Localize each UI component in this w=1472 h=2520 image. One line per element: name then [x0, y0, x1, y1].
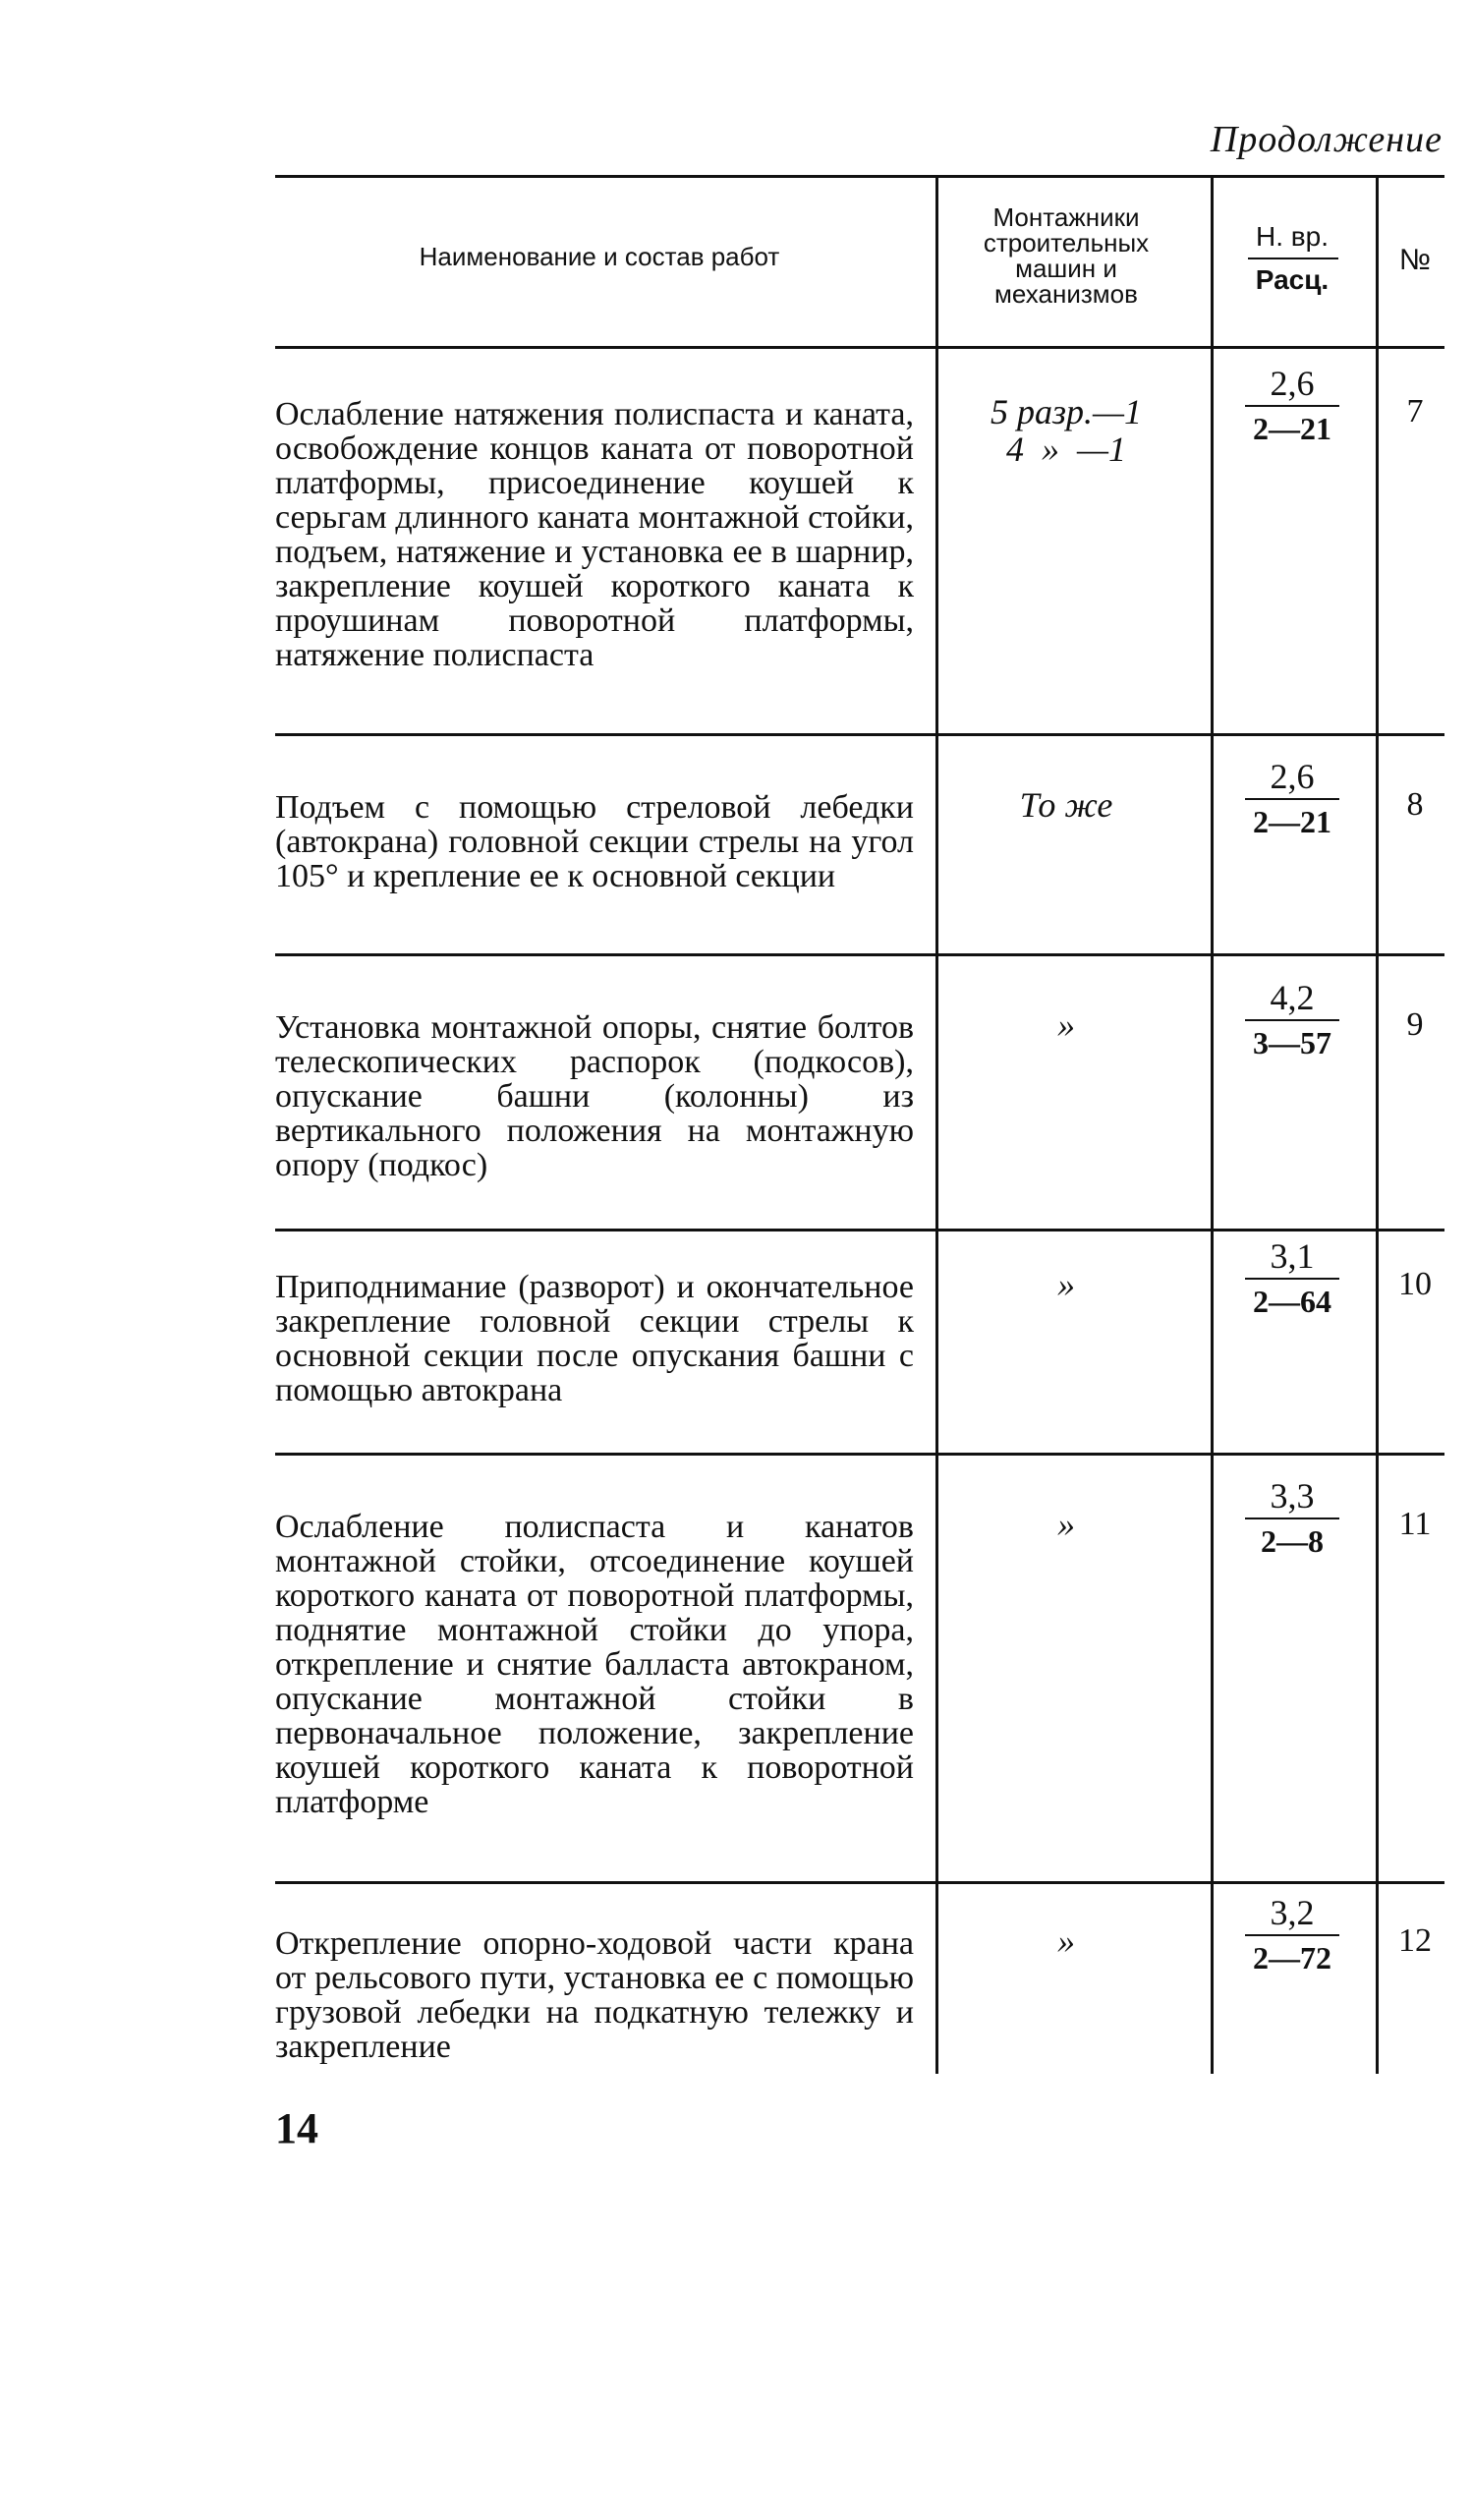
- row-11-bottom-rule: [275, 1881, 1444, 1884]
- row-11-rate: 2—8: [1261, 1523, 1324, 1559]
- header-norm-divider: [1248, 258, 1338, 259]
- header-workers-col: Монтажники строительных машин и механизмов: [983, 202, 1150, 309]
- row-9-description: Установка монтажной опоры, снятие болтов телескопических распорок (подкосов), опускание башни (колонны) из вертикального положения на монтажную опору (подкос): [275, 1009, 914, 1183]
- header-bottom-rule: [275, 346, 1444, 349]
- row-12-number: 12: [1398, 1922, 1432, 1959]
- header-name-col: Наименование и состав работ: [419, 242, 780, 271]
- row-10-rate: 2—64: [1253, 1284, 1331, 1319]
- col-divider-2: [1211, 177, 1214, 2074]
- col-divider-3: [1376, 177, 1379, 2074]
- row-8-fraction-bar: [1245, 798, 1339, 800]
- row-7-norm-time: 2,6: [1270, 364, 1315, 403]
- row-7-workers-text: 5 разр.—1 4 » —1: [990, 392, 1143, 469]
- row-10-workers: »: [1057, 1265, 1075, 1304]
- row-7-rate: 2—21: [1253, 411, 1331, 446]
- row-10-number: 10: [1398, 1266, 1432, 1302]
- row-7-bottom-rule: [275, 733, 1444, 736]
- row-11-fraction-bar: [1245, 1518, 1339, 1519]
- row-10-description: Приподнимание (разворот) и окончательное закрепление головной секции стрелы к основной секции после опускания башни с помощью автокрана: [275, 1269, 914, 1408]
- row-12-norm: [1218, 1893, 1366, 1976]
- row-8-norm: [1218, 757, 1366, 839]
- row-11-norm: [1218, 1476, 1366, 1559]
- row-8-workers: То же: [1019, 785, 1113, 825]
- row-7-norm: [1218, 364, 1366, 446]
- row-12-norm-time: 3,2: [1270, 1893, 1315, 1932]
- row-12-workers: »: [1057, 1921, 1075, 1961]
- row-9-norm-time: 4,2: [1270, 978, 1315, 1017]
- row-11-description: Ослабление полиспаста и канатов монтажной стойки, отсоединение коушей короткого каната от поворотной платформы, поднятие монтажной стойки до упора, открепление и снятие балласта автокраном, опускание монтажной стойки в первоначальное положение, закрепление коушей короткого каната к поворотной платформе: [275, 1509, 914, 1820]
- row-11-number: 11: [1398, 1506, 1432, 1542]
- row-12-rate: 2—72: [1253, 1940, 1331, 1976]
- row-12-description: Открепление опорно-ходовой части крана от рельсового пути, установка ее с помощью грузовой лебедки на подкатную тележку и закрепление: [275, 1925, 914, 2065]
- row-9-norm: [1218, 978, 1366, 1060]
- table-top-rule: [275, 175, 1444, 178]
- row-8-norm-time: 2,6: [1270, 757, 1315, 796]
- row-9-rate: 3—57: [1253, 1025, 1331, 1060]
- row-9-bottom-rule: [275, 1229, 1444, 1231]
- row-11-workers: »: [1057, 1505, 1075, 1544]
- row-10-norm-time: 3,1: [1270, 1236, 1315, 1276]
- row-10-norm: [1218, 1236, 1366, 1319]
- header-norm-time: Н. вр.: [1255, 221, 1329, 252]
- row-8-bottom-rule: [275, 953, 1444, 956]
- row-7-fraction-bar: [1245, 405, 1339, 407]
- row-8-rate: 2—21: [1253, 804, 1331, 839]
- continuation-label: Продолжение: [1210, 119, 1443, 160]
- header-number-col: №: [1398, 244, 1432, 276]
- row-11-norm-time: 3,3: [1270, 1476, 1315, 1516]
- row-10-bottom-rule: [275, 1453, 1444, 1456]
- page-number: 14: [275, 2104, 318, 2152]
- col-divider-1: [935, 177, 938, 2074]
- row-9-workers: »: [1057, 1005, 1075, 1045]
- row-9-fraction-bar: [1245, 1019, 1339, 1021]
- row-10-fraction-bar: [1245, 1278, 1339, 1280]
- row-12-fraction-bar: [1245, 1934, 1339, 1936]
- row-9-number: 9: [1406, 1006, 1424, 1043]
- header-rate: Расц.: [1255, 264, 1330, 295]
- row-7-number: 7: [1406, 393, 1424, 430]
- row-7-description: Ослабление натяжения полиспаста и каната, освобождение концов каната от поворотной платформы, присоединение коушей к серьгам длинного каната монтажной стойки, подъем, натяжение и установка ее в шарнир, закрепление коушей короткого каната к проушинам поворотной платформы, натяжение полиспаста: [275, 396, 914, 673]
- row-8-number: 8: [1406, 786, 1424, 823]
- row-7-workers: [958, 393, 1174, 468]
- row-8-description: Подъем с помощью стреловой лебедки (автокрана) головной секции стрелы на угол 105° и крепление ее к основной секции: [275, 789, 914, 894]
